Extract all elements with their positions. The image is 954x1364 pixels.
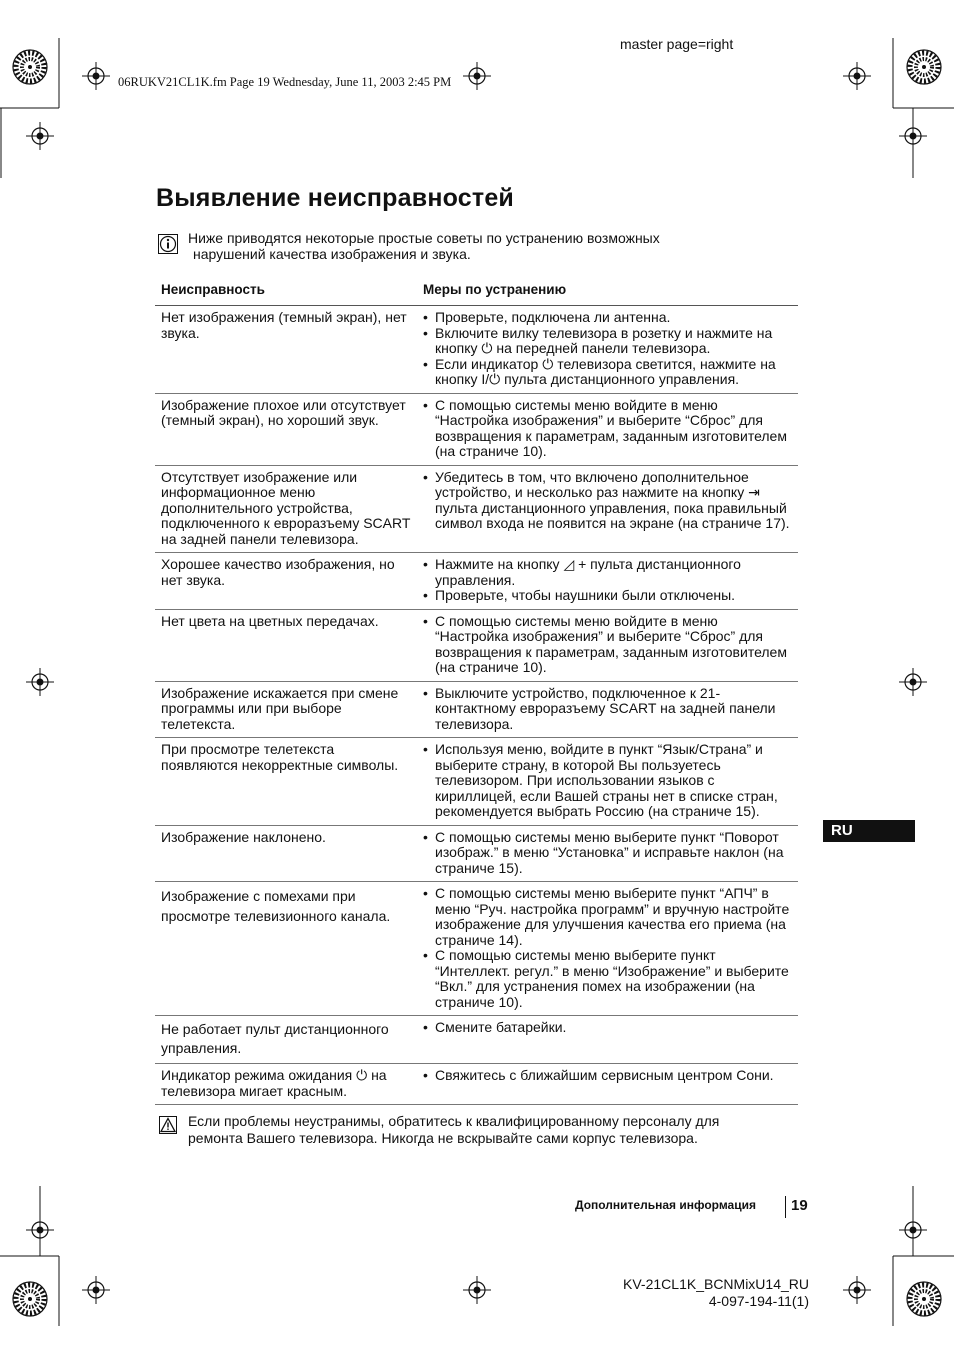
problem-cell: Индикатор режима ожидания ⏻ на телевизора мигает красным.	[155, 1064, 417, 1105]
warning-text	[188, 1113, 788, 1147]
model-code	[600, 1276, 809, 1310]
info-icon	[158, 234, 178, 254]
list-item: • Выключите устройство, подключенное к 21-контактному евроразъему SCART на задней панели телевизора.	[423, 686, 792, 733]
problem-cell: Нет изображения (темный экран), нет звука.	[155, 306, 417, 394]
table-row	[155, 825, 798, 882]
remedy-cell	[417, 465, 798, 553]
list-item: • Используя меню, войдите в пункт “Язык/Страна” и выберите страну, в которой Вы пользуетесь телевизором. При использовании языков с кириллицей, если Вашей страны нет в списке стран, рекомендуется выбрать Россию (на страниче 15).	[423, 742, 792, 820]
list-item: • С помощью системы меню выберите пункт “АПЧ” в меню “Руч. настройка программ” и вручную настройте изображение для улучшения качества его приема (на страниче 14).	[423, 886, 792, 948]
warning-line-2: ремонта Вашего телевизора. Никогда не вскрывайте сами корпус телевизора.	[188, 1130, 698, 1146]
remedy-cell	[417, 306, 798, 394]
language-tab: RU	[823, 820, 915, 842]
problem-cell: Изображение с помехами при просмотре телевизионного канала.	[155, 882, 417, 1016]
problem-cell: Изображение искажается при смене программы или при выборе телетекста.	[155, 681, 417, 738]
problem-cell: Нет цвета на цветных передачах.	[155, 609, 417, 681]
page-number: 19	[791, 1197, 808, 1214]
list-item: • Нажмите на кнопку ◿ + пульта дистанционного управления.	[423, 557, 792, 588]
remedy-cell	[417, 738, 798, 826]
list-item: • Если индикатор ⏻ телевизора светится, нажмите на кнопку I/⏻ пульта дистанционного управления.	[423, 357, 792, 388]
problem-cell: Хорошее качество изображения, но нет звука.	[155, 553, 417, 610]
list-item: • С помощью системы меню выберите пункт “Интеллект. регул.” в меню “Изображение” и выберите “Вкл.” для устранения помех на изображении (на страниче 10).	[423, 948, 792, 1010]
table-row	[155, 882, 798, 1016]
table-row	[155, 681, 798, 738]
column-header-remedy: Меры по устранению	[417, 279, 798, 306]
table-row	[155, 1064, 798, 1105]
list-item: • Проверьте, чтобы наушники были отключены.	[423, 588, 792, 604]
remedy-cell	[417, 393, 798, 465]
column-header-problem: Неисправность	[155, 279, 417, 306]
table-row	[155, 393, 798, 465]
remedy-cell	[417, 681, 798, 738]
model-line-1: KV-21CL1K_BCNMixU14_RU	[623, 1276, 809, 1292]
remedy-cell	[417, 609, 798, 681]
list-item: • Свяжитесь с ближайшим сервисным центром Сони.	[423, 1068, 792, 1084]
list-item: • Убедитесь в том, что включено дополнительное устройство, и несколько раз нажмите на кнопку ⇥ пульта дистанционного управления, пока правильный символ входа не появится на экране (на страниче 17).	[423, 470, 792, 532]
page-number-divider	[785, 1196, 786, 1218]
model-line-2: 4-097-194-11(1)	[708, 1293, 809, 1309]
file-info-header: 06RUKV21CL1K.fm Page 19 Wednesday, June 11, 2003 2:45 PM	[118, 75, 452, 89]
table-header-row	[155, 279, 798, 306]
list-item: • Включите вилку телевизора в розетку и нажмите на кнопку ⏻ на передней панели телевизора.	[423, 326, 792, 357]
problem-cell: Изображение наклонено.	[155, 825, 417, 882]
remedy-cell	[417, 882, 798, 1016]
list-item: • С помощью системы меню войдите в меню “Настройка изображения” и выберите “Сброс” для возвращения к параметрам, заданным изготовителем (на страниче 10).	[423, 614, 792, 676]
footer-section-title: Дополнительная информация	[575, 1198, 756, 1212]
problem-cell: Изображение плохое или отсутствует (темный экран), но хороший звук.	[155, 393, 417, 465]
intro-line-2: нарушений качества изображения и звука.	[193, 246, 471, 262]
warning-line-1: Если проблемы неустранимы, обратитесь к квалифицированному персоналу для	[188, 1113, 720, 1129]
problem-cell: Не работает пульт дистанционного управления.	[155, 1016, 417, 1064]
problem-cell: При просмотре телетекста появляются некорректные символы.	[155, 738, 417, 826]
remedy-cell	[417, 1016, 798, 1064]
remedy-cell	[417, 1064, 798, 1105]
table-row	[155, 609, 798, 681]
remedy-cell	[417, 553, 798, 610]
warning-triangle-icon	[159, 1116, 177, 1134]
table-row	[155, 1016, 798, 1064]
list-item: • Проверьте, подключена ли антенна.	[423, 310, 792, 326]
problem-cell: Отсутствует изображение или информационное меню дополнительного устройства, подключенного к евроразъему SCART на задней панели телевизора.	[155, 465, 417, 553]
page-title: Выявление неисправностей	[156, 184, 514, 212]
intro-line-1: Ниже приводятся некоторые простые советы по устранению возможных	[188, 230, 660, 246]
list-item: • С помощью системы меню войдите в меню “Настройка изображения” и выберите “Сброс” для возвращения к параметрам, заданным изготовителем (на страниче 10).	[423, 398, 792, 460]
remedy-cell	[417, 825, 798, 882]
list-item: • С помощью системы меню выберите пункт “Поворот изображ.” в меню “Установка” и исправьте наклон (на страниче 15).	[423, 830, 792, 877]
table-row	[155, 306, 798, 394]
troubleshooting-table	[155, 279, 798, 1105]
table-row	[155, 553, 798, 610]
table-row	[155, 738, 798, 826]
master-page-label: master page=right	[620, 36, 734, 52]
table-row	[155, 465, 798, 553]
list-item: • Смените батарейки.	[423, 1020, 792, 1036]
intro-text	[188, 230, 768, 262]
